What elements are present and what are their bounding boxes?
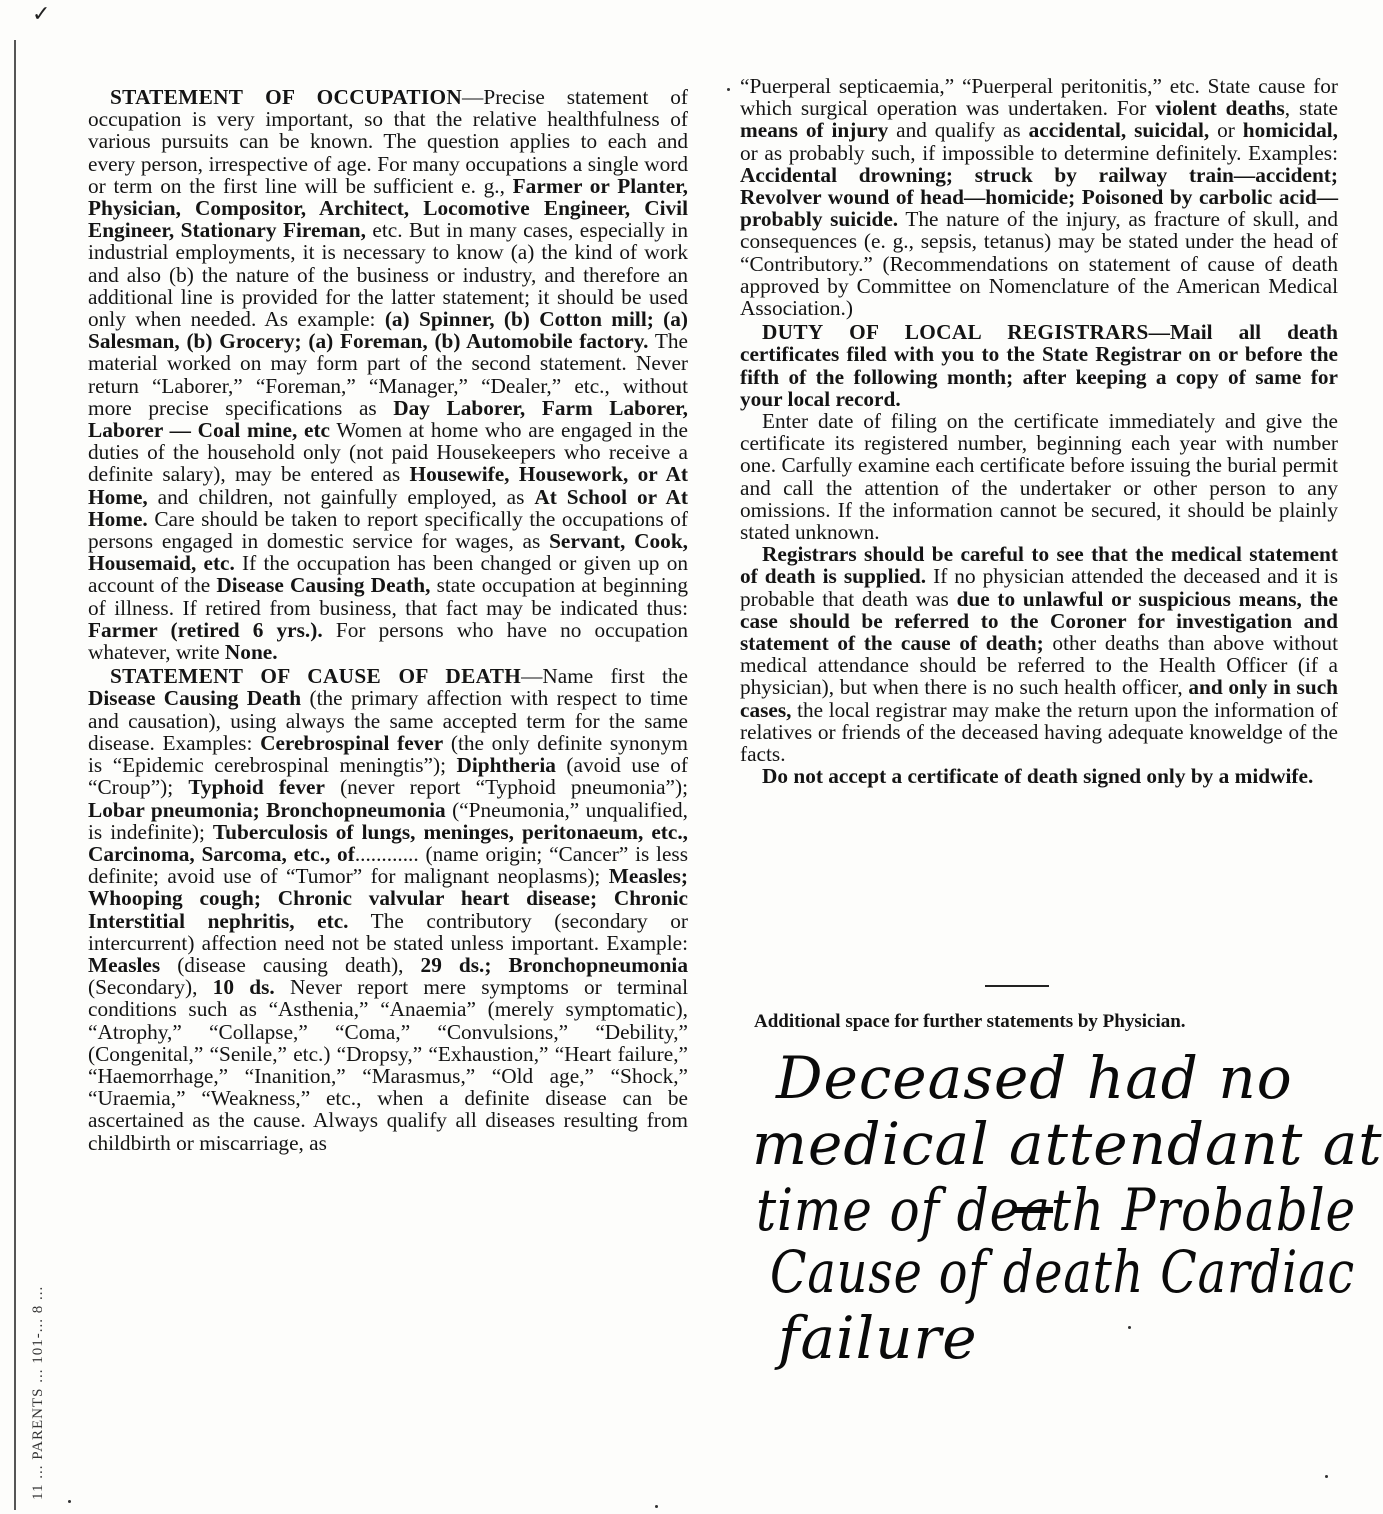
duty-text: Do not accept a certificate of death signed only by a midwife. bbox=[762, 764, 1314, 789]
duty-text: —Mail all death certificates filed with you to the State Registrar on or before the fifth of the following month; after keeping a copy of same for your local record. bbox=[740, 320, 1338, 411]
cause-examples: 29 ds.; Bronchopneumonia bbox=[420, 952, 688, 977]
occupation-examples: (a) Spinner, (b) Cotton mill; (a) Salesman, (b) Grocery; (a) Foreman, (b) Automobile factory. bbox=[88, 307, 688, 354]
handwritten-line-1: Deceased had no bbox=[776, 1044, 1293, 1112]
cause-examples: Cerebrospinal fever bbox=[260, 730, 444, 755]
occupation-text: The material worked on may form part of the second statement. Never return “Laborer,” “Foreman,” “Manager,” “Dealer,” etc., without more precise specifications as bbox=[88, 329, 688, 420]
cause-continuation-paragraph bbox=[740, 75, 1338, 319]
duty-text: other deaths than above without medical attendance should be referred to the Health Officer (if a physician), but when there is no such health officer, bbox=[740, 631, 1338, 700]
paper-speck bbox=[1325, 1475, 1328, 1478]
occupation-examples: Housewife, Housework, or At Home, bbox=[88, 462, 688, 509]
cause-examples: violent deaths bbox=[1155, 96, 1285, 121]
cause-text: “Puerperal septicaemia,” “Puerperal peritonitis,” etc. State cause for which surgical operation was undertaken. For bbox=[740, 74, 1338, 121]
binding-edge bbox=[0, 0, 46, 1514]
occupation-text: For persons who have no occupation whatever, write bbox=[88, 617, 688, 665]
cause-text: (the primary affection with respect to time and causation), using always the same accepted term for the same disease. Examples: bbox=[88, 686, 688, 755]
duty-heading: DUTY OF LOCAL REGISTRARS bbox=[762, 320, 1149, 345]
cause-text: ............ (name origin; “Cancer” is less definite; avoid use of “Tumor” for malignant neoplasms); bbox=[88, 841, 689, 889]
cause-examples: Tuberculosis of lungs, meninges, peritonaeum, etc., Carcinoma, Sarcoma, etc., of bbox=[88, 819, 688, 866]
cause-examples: Disease Causing Death bbox=[88, 686, 302, 711]
cause-text: (“Pneumonia,” unqualified, is indefinite); bbox=[88, 797, 688, 844]
occupation-examples: Servant, Cook, Housemaid, etc. bbox=[88, 529, 688, 576]
cause-text: (avoid use of “Croup”); bbox=[88, 753, 688, 800]
occupation-examples: Farmer or Planter, Physician, Compositor, Architect, Locomotive Engineer, Civil Engineer, Stationary Fireman, bbox=[88, 173, 688, 243]
paper-speck bbox=[1128, 1326, 1131, 1329]
cause-examples: Measles bbox=[88, 952, 161, 977]
duty-text: Registrars should be careful to see that the medical statement of death is supplied. bbox=[740, 542, 1338, 589]
occupation-examples: At School or At Home. bbox=[88, 484, 688, 531]
duty-paragraph-1 bbox=[740, 321, 1338, 410]
duty-paragraph-2: Enter date of filing on the certificate immediately and give the certificate its registered number, beginning each year with number one. Carfully examine each certificate before issuing the burial permit and call the attention of the undertaker or other person to any omissions. If the information cannot be secured, it should be plainly stated unknown. bbox=[740, 409, 1338, 545]
cause-examples: 10 ds. bbox=[212, 975, 275, 1000]
cause-text: —Name first the bbox=[521, 664, 688, 689]
edge-rule bbox=[14, 40, 16, 1510]
right-column bbox=[740, 75, 1338, 788]
occupation-text: Care should be taken to report specifically the occupations of persons engaged in domestic service for wages, as bbox=[88, 506, 688, 554]
occupation-examples: Disease Causing Death, bbox=[216, 573, 431, 598]
cause-text: (never report “Typhoid pneumonia”); bbox=[324, 775, 688, 800]
duty-paragraph-4 bbox=[740, 765, 1338, 787]
cause-text: or bbox=[1209, 118, 1243, 143]
paper-speck bbox=[68, 1500, 71, 1503]
section-divider bbox=[985, 985, 1049, 987]
handwritten-line-5: failure bbox=[778, 1304, 978, 1372]
cause-examples: Diphtheria bbox=[456, 753, 556, 778]
cause-text: (Secondary), bbox=[88, 975, 213, 1000]
handwriting-svg bbox=[748, 1040, 1383, 1380]
cause-examples: Typhoid fever bbox=[188, 775, 325, 800]
cause-text: Never report mere symptoms or terminal conditions such as “Asthenia,” “Anaemia” (merely symptomatic), “Atrophy,” “Collapse,” “Coma,” “Convulsions,” “Debility,” (Congenital,” “Senile,” etc.) “Dropsy,” “Exhaustion,” “Heart failure,” “Haemorrhage,” “Inanition,” “Marasmus,” “Old age,” “Shock,” “Uraemia,” “Weakness,” etc., when a definite disease can be ascertained as the cause. Always qualify all diseases resulting from childbirth or miscarriage, as bbox=[88, 975, 689, 1155]
cause-text: The contributory (secondary or intercurrent) affection need not be stated unless important. Example: bbox=[88, 908, 689, 955]
occupation-text: If the occupation has been changed or given up on account of the bbox=[88, 551, 688, 598]
duty-text: the local registrar may make the return upon the information of relatives or friends of the deceased having adequate knoweldge of the facts. bbox=[740, 697, 1338, 767]
cause-text: and qualify as bbox=[888, 118, 1029, 143]
occupation-text: and children, not gainfully employed, as bbox=[147, 484, 535, 509]
cause-examples: accidental, suicidal, bbox=[1028, 118, 1210, 143]
occupation-text: Women at home who are engaged in the duties of the household only (not paid Housekeepers who receive a definite salary), may be entered as bbox=[88, 418, 688, 487]
occupation-examples: Farmer (retired 6 yrs.). bbox=[88, 617, 323, 642]
cause-heading: STATEMENT OF CAUSE OF DEATH bbox=[110, 664, 522, 689]
additional-space-heading: Additional space for further statements by Physician. bbox=[754, 1011, 1186, 1032]
paper-speck bbox=[727, 88, 730, 91]
cause-text: , state bbox=[1284, 96, 1338, 121]
corner-check-mark: ✓ bbox=[32, 2, 51, 27]
duty-paragraph-3 bbox=[740, 543, 1338, 765]
cause-text: or as probably such, if impossible to determine definitely. Examples: bbox=[740, 140, 1338, 165]
occupation-text: etc. But in many cases, especially in industrial employments, it is necessary to know (a) the kind of work and also (b) the nature of the business or industry, and therefore an additional line is provided for the latter statement; it should be used only when needed. As example: bbox=[88, 218, 688, 332]
cause-of-death-paragraph bbox=[88, 665, 688, 1153]
cause-examples: Accidental drowning; struck by railway train—accident; Revolver wound of head—homicide; Poisoned by carbolic acid—probably suicide. bbox=[740, 162, 1338, 232]
left-column bbox=[88, 86, 688, 1154]
occupation-paragraph bbox=[88, 86, 688, 663]
cause-examples: means of injury bbox=[740, 118, 889, 143]
cause-text: The nature of the injury, as fracture of skull, and consequences (e. g., sepsis, tetanus) may be stated under the head of “Contributory.” (Recommendations on statement of cause of death approved by Committee on Nomenclature of the American Medical Association.) bbox=[740, 207, 1339, 321]
handwritten-line-2: medical attendant at bbox=[752, 1110, 1383, 1178]
occupation-examples: None. bbox=[224, 640, 278, 665]
cause-examples: Lobar pneumonia; Bronchopneumonia bbox=[88, 797, 446, 822]
paper-speck bbox=[655, 1505, 658, 1508]
handwritten-physician-note bbox=[748, 1040, 1383, 1380]
cause-text: (the only definite synonym is “Epidemic cerebrospinal meningtis”); bbox=[88, 730, 688, 778]
occupation-heading: STATEMENT OF OCCUPATION bbox=[110, 85, 463, 109]
cause-examples: Measles; Whooping cough; Chronic valvular heart disease; Chronic Interstitial nephritis, etc. bbox=[88, 864, 688, 933]
duty-text: If no physician attended the deceased and it is probable that death was bbox=[740, 564, 1339, 611]
duty-text: due to unlawful or suspicious means, the case should be referred to the Coroner for investigation and statement of the cause of death; bbox=[740, 586, 1338, 656]
cause-examples: homicidal, bbox=[1242, 118, 1338, 143]
occupation-text: —Precise statement of occupation is very important, so that the relative healthfulness of various pursuits can be known. The question applies to each and every person, irrespective of age. For many occupations a single word or term on the first line will be sufficient e. g., bbox=[88, 85, 688, 198]
handwritten-line-4: Cause of death Cardiac bbox=[770, 1238, 1355, 1306]
occupation-examples: Day Laborer, Farm Laborer, Laborer — Coal mine, etc bbox=[88, 395, 688, 443]
handwritten-line-3: time of death Probable bbox=[756, 1176, 1356, 1244]
occupation-text: state occupation at beginning of illness. If retired from business, that fact may be indicated thus: bbox=[88, 573, 689, 620]
cause-text: (disease causing death), bbox=[160, 952, 421, 977]
edge-stamp-text: 11 ... PARENTS ... 101-... 8 ... bbox=[30, 1285, 46, 1500]
duty-text: and only in such cases, bbox=[740, 675, 1338, 722]
